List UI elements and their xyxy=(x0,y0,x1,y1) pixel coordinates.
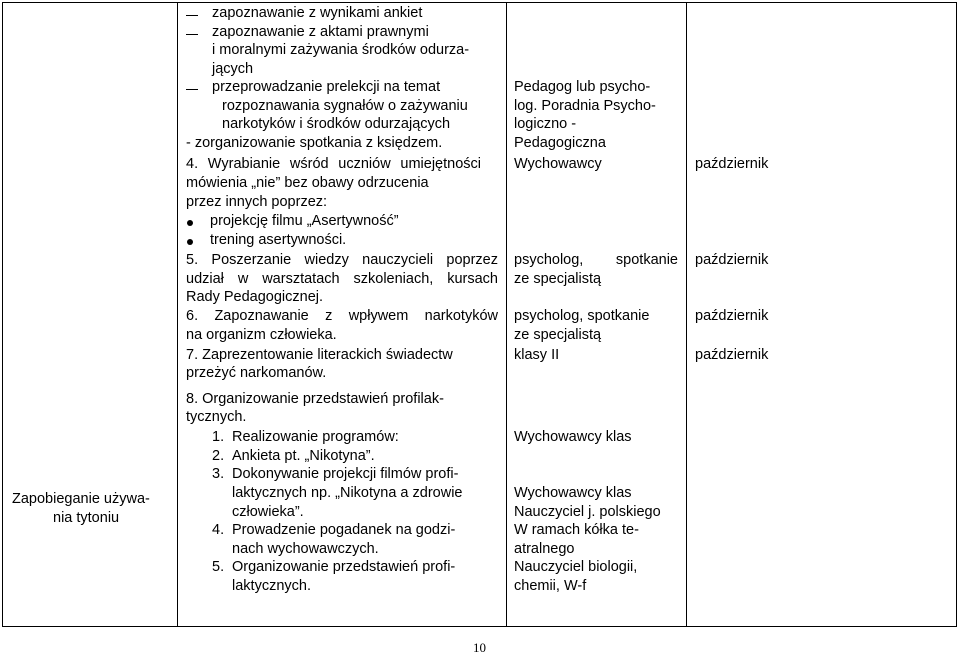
task-6-line: na organizm człowieka. xyxy=(186,327,337,343)
table-border-bottom xyxy=(2,626,957,627)
responsible-line: Wychowawcy klas xyxy=(514,429,632,445)
task-8-heading: 8. Organizowanie przedstawień profilak- xyxy=(186,391,444,407)
list-number: 1. xyxy=(212,429,225,445)
row-heading-line: nia tytoniu xyxy=(53,510,120,526)
bullet-marker xyxy=(187,239,193,245)
task-line: i moralnymi zażywania środków odurza- xyxy=(212,42,470,58)
task-4-bullet: trening asertywności. xyxy=(210,232,347,248)
responsible-line: Wychowawcy klas xyxy=(514,485,632,501)
responsible-line: Pedagog lub psycho- xyxy=(514,79,651,95)
task-4-line: przez innych poprzez: xyxy=(186,194,328,210)
row-heading-line: Zapobieganie używa- xyxy=(12,491,150,507)
task-6-line: 6. Zapoznawanie z wpływem narkotyków xyxy=(186,308,498,324)
task-4-line: mówienia „nie” bez obawy odrzucenia xyxy=(186,175,429,191)
list-number: 3. xyxy=(212,466,225,482)
responsible-line: logiczno - xyxy=(514,116,577,132)
responsible-line: Nauczyciel j. polskiego xyxy=(514,504,661,520)
list-item: nach wychowawczych. xyxy=(232,541,379,557)
list-item: Prowadzenie pogadanek na godzi- xyxy=(232,522,456,538)
task-line: zapoznawanie z aktami prawnymi xyxy=(212,24,429,40)
task-line: - zorganizowanie spotkania z księdzem. xyxy=(186,135,443,151)
responsible-line: ze specjalistą xyxy=(514,327,602,343)
responsible-line: atralnego xyxy=(514,541,575,557)
task-4-line: 4. Wyrabianie wśród uczniów umiejętności xyxy=(186,156,481,172)
date-cell: październik xyxy=(695,308,769,324)
dash-marker xyxy=(186,89,198,90)
date-cell: październik xyxy=(695,347,769,363)
task-line: narkotyków i środków odurzających xyxy=(222,116,451,132)
task-7-line: 7. Zaprezentowanie literackich świadectw xyxy=(186,347,453,363)
responsible-line: Wychowawcy xyxy=(514,156,602,172)
list-item: Realizowanie programów: xyxy=(232,429,399,445)
list-item: Organizowanie przedstawień profi- xyxy=(232,559,456,575)
list-number: 2. xyxy=(212,448,225,464)
responsible-line: psycholog, spotkanie xyxy=(514,252,678,268)
responsible-line: Pedagogiczna xyxy=(514,135,606,151)
list-item: człowieka”. xyxy=(232,504,304,520)
list-item: Dokonywanie projekcji filmów profi- xyxy=(232,466,459,482)
task-line: przeprowadzanie prelekcji na temat xyxy=(212,79,441,95)
list-number: 5. xyxy=(212,559,225,575)
column-divider-2 xyxy=(506,2,507,627)
task-4-bullet: projekcję filmu „Asertywność” xyxy=(210,213,399,229)
column-divider-1 xyxy=(177,2,178,627)
list-number: 4. xyxy=(212,522,225,538)
responsible-line: ze specjalistą xyxy=(514,271,602,287)
page-number: 10 xyxy=(473,640,486,655)
dash-marker xyxy=(186,15,198,16)
responsible-line: psycholog, spotkanie xyxy=(514,308,650,324)
date-cell: październik xyxy=(695,156,769,172)
task-8-heading: tycznych. xyxy=(186,409,247,425)
date-cell: październik xyxy=(695,252,769,268)
list-item: Ankieta pt. „Nikotyna”. xyxy=(232,448,375,464)
task-5-line: 5. Poszerzanie wiedzy nauczycieli poprzez xyxy=(186,252,498,268)
bullet-marker xyxy=(187,220,193,226)
table-border-right xyxy=(956,2,957,627)
responsible-line: klasy II xyxy=(514,347,560,363)
task-line: zapoznawanie z wynikami ankiet xyxy=(212,5,423,21)
responsible-line: Nauczyciel biologii, xyxy=(514,559,638,575)
list-item: laktycznych. xyxy=(232,578,311,594)
task-5-line: Rady Pedagogicznej. xyxy=(186,289,324,305)
responsible-line: chemii, W-f xyxy=(514,578,587,594)
responsible-line: log. Poradnia Psycho- xyxy=(514,98,656,114)
dash-marker xyxy=(186,34,198,35)
task-line: jących xyxy=(212,61,254,77)
responsible-line: W ramach kółka te- xyxy=(514,522,639,538)
task-5-line: udział w warsztatach szkoleniach, kursach xyxy=(186,271,498,287)
table-border-top xyxy=(2,2,957,3)
task-line: rozpoznawania sygnałów o zażywaniu xyxy=(222,98,468,114)
task-7-line: przeżyć narkomanów. xyxy=(186,365,327,381)
table-border-left xyxy=(2,2,3,627)
column-divider-3 xyxy=(686,2,687,627)
list-item: laktycznych np. „Nikotyna a zdrowie xyxy=(232,485,463,501)
